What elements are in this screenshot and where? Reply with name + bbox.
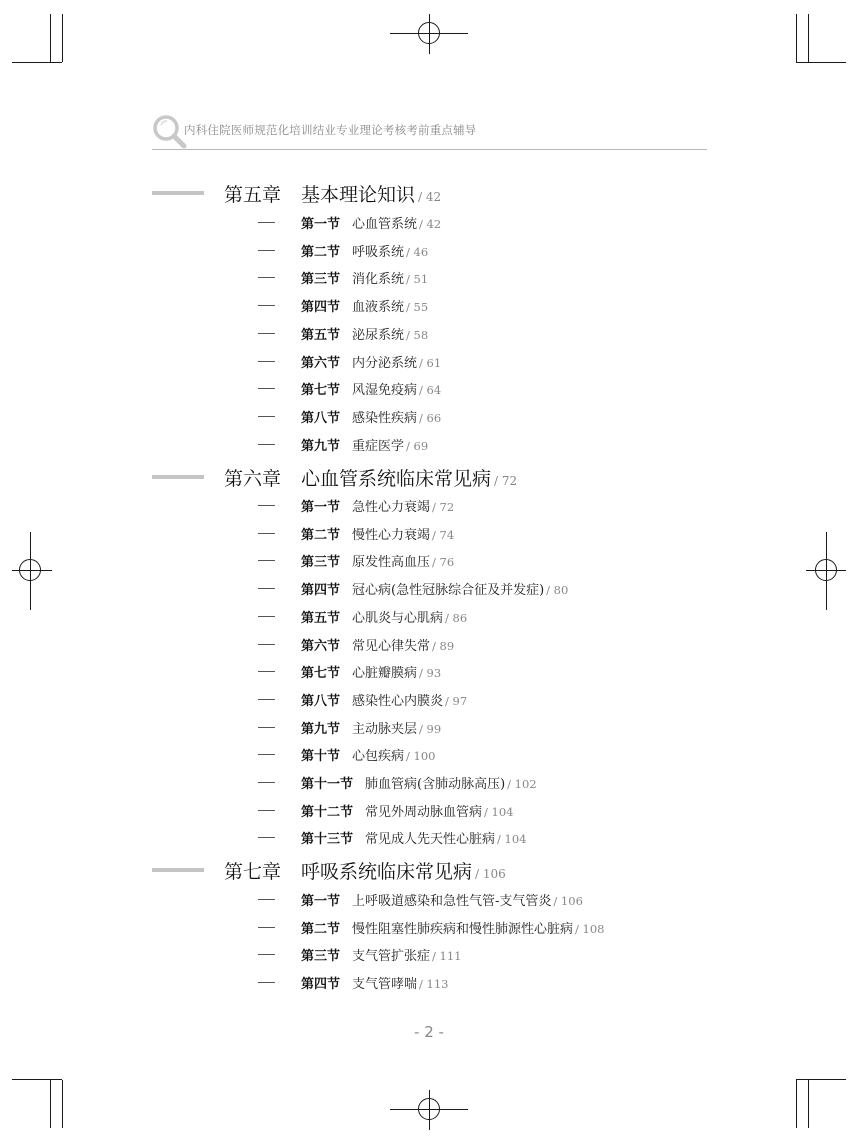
section-page: / 113: [419, 977, 449, 991]
section-page: / 76: [432, 555, 455, 569]
section-title: [352, 352, 441, 371]
chapter-heading[interactable]: [152, 857, 712, 883]
page-number: - 2 -: [414, 1023, 444, 1041]
toc-entry[interactable]: [258, 296, 678, 316]
leader-dash: [258, 899, 275, 900]
section-page: / 89: [432, 639, 455, 653]
leader-dash: [258, 222, 275, 223]
section-title: [352, 890, 583, 909]
toc-entry[interactable]: [258, 890, 678, 910]
toc-entry[interactable]: [258, 918, 678, 938]
toc-entry[interactable]: [258, 801, 678, 821]
section-title: [352, 324, 428, 343]
section-page: / 61: [419, 356, 442, 370]
toc-entry[interactable]: [258, 973, 678, 993]
toc-entry[interactable]: [258, 324, 678, 344]
section-page: / 46: [406, 245, 429, 259]
section-number: 第三节: [301, 949, 341, 964]
section-page: / 42: [419, 217, 442, 231]
section-number: 第六节: [301, 639, 341, 654]
section-title: [352, 745, 436, 764]
leader-dash: [258, 588, 275, 589]
section-title: [352, 379, 441, 398]
chapter-bar: [152, 475, 204, 479]
section-title: [365, 773, 537, 792]
leader-dash: [258, 361, 275, 362]
section-title-text: 常见心律失常: [352, 639, 431, 654]
toc-entry[interactable]: [258, 524, 678, 544]
section-title: [352, 496, 454, 515]
chapter-page: / 106: [475, 867, 506, 881]
leader-dash: [258, 533, 275, 534]
leader-dash: [258, 754, 275, 755]
section-number: 第五节: [301, 611, 341, 626]
section-title-text: 血液系统: [352, 300, 405, 315]
leader-dash: [258, 250, 275, 251]
section-title: [352, 407, 441, 426]
section-page: / 104: [497, 832, 527, 846]
section-page: / 102: [507, 777, 537, 791]
section-title-text: 急性心力衰竭: [352, 500, 431, 515]
toc-entry[interactable]: [258, 635, 678, 655]
section-page: / 51: [406, 272, 429, 286]
section-page: / 100: [406, 749, 436, 763]
section-title: [352, 296, 428, 315]
section-title-text: 原发性高血压: [352, 555, 431, 570]
section-number: 第十一节: [301, 777, 354, 792]
section-number: 第一节: [301, 894, 341, 909]
section-title-text: 主动脉夹层: [352, 722, 418, 737]
toc-entry[interactable]: [258, 607, 678, 627]
leader-dash: [258, 927, 275, 928]
section-page: / 99: [419, 722, 442, 736]
chapter-title: [301, 857, 506, 884]
section-title-text: 感染性心内膜炎: [352, 694, 444, 709]
section-number: 第二节: [301, 528, 341, 543]
section-number: 第九节: [301, 439, 341, 454]
section-page: / 106: [553, 894, 583, 908]
section-number: 第三节: [301, 555, 341, 570]
leader-dash: [258, 810, 275, 811]
leader-dash: [258, 982, 275, 983]
chapter-page: / 72: [494, 474, 518, 488]
header-title: 内科住院医师规范化培训结业专业理论考核考前重点辅导: [184, 123, 477, 137]
section-title: [352, 435, 428, 454]
section-title-text: 内分泌系统: [352, 356, 418, 371]
section-title: [352, 579, 568, 598]
chapter-page: / 42: [418, 190, 442, 204]
section-title-text: 感染性疾病: [352, 411, 418, 426]
section-page: / 55: [406, 300, 429, 314]
section-title-text: 冠心病(急性冠脉综合征及并发症): [352, 583, 545, 598]
running-header: [152, 112, 707, 152]
chapter-bar: [152, 191, 204, 195]
section-title: [365, 828, 527, 847]
section-number: 第八节: [301, 411, 341, 426]
section-number: 第七节: [301, 666, 341, 681]
toc-entry[interactable]: [258, 718, 678, 738]
chapter-title-text: 心血管系统临床常见病: [301, 468, 492, 490]
chapter-number: 第七章: [224, 861, 282, 883]
section-number: 第十二节: [301, 805, 354, 820]
section-page: / 64: [419, 383, 442, 397]
toc-entry[interactable]: [258, 379, 678, 399]
section-title-text: 消化系统: [352, 272, 405, 287]
section-number: 第二节: [301, 922, 341, 937]
section-page: / 80: [546, 583, 569, 597]
section-title-text: 呼吸系统: [352, 245, 405, 260]
section-title: [352, 918, 605, 937]
section-title: [352, 607, 467, 626]
section-number: 第十节: [301, 749, 341, 764]
section-title: [352, 945, 462, 964]
chapter-number: 第六章: [224, 468, 282, 490]
toc-entry[interactable]: [258, 945, 678, 965]
section-page: / 104: [484, 805, 514, 819]
section-title-text: 重症医学: [352, 439, 405, 454]
toc-entry[interactable]: [258, 241, 678, 261]
leader-dash: [258, 444, 275, 445]
section-page: / 72: [432, 500, 455, 514]
section-page: / 86: [445, 611, 468, 625]
leader-dash: [258, 616, 275, 617]
section-title: [352, 268, 428, 287]
toc-entry[interactable]: [258, 551, 678, 571]
section-title-text: 常见外周动脉血管病: [365, 805, 483, 820]
section-number: 第一节: [301, 500, 341, 515]
leader-dash: [258, 560, 275, 561]
leader-dash: [258, 388, 275, 389]
section-number: 第七节: [301, 383, 341, 398]
chapter-title-text: 基本理论知识: [301, 184, 416, 206]
header-rule: [152, 149, 707, 150]
section-page: / 108: [575, 922, 605, 936]
section-number: 第四节: [301, 977, 341, 992]
magnifier-icon: [152, 114, 188, 150]
leader-dash: [258, 699, 275, 700]
section-title: [352, 718, 441, 737]
section-page: / 111: [432, 949, 462, 963]
section-title-text: 泌尿系统: [352, 328, 405, 343]
section-title: [352, 973, 449, 992]
section-number: 第二节: [301, 245, 341, 260]
leader-dash: [258, 782, 275, 783]
toc-entry[interactable]: [258, 496, 678, 516]
section-title: [352, 690, 467, 709]
section-title-text: 心包疾病: [352, 749, 405, 764]
section-page: / 97: [445, 694, 468, 708]
section-number: 第十三节: [301, 832, 354, 847]
toc-entry[interactable]: [258, 213, 678, 233]
section-title-text: 支气管扩张症: [352, 949, 431, 964]
chapter-title-text: 呼吸系统临床常见病: [301, 861, 473, 883]
chapter-heading[interactable]: [152, 464, 712, 490]
section-number: 第六节: [301, 356, 341, 371]
section-number: 第八节: [301, 694, 341, 709]
section-title-text: 心血管系统: [352, 217, 418, 232]
leader-dash: [258, 333, 275, 334]
leader-dash: [258, 644, 275, 645]
toc-entry[interactable]: [258, 662, 678, 682]
leader-dash: [258, 277, 275, 278]
toc-entry[interactable]: [258, 828, 678, 848]
leader-dash: [258, 505, 275, 506]
section-title-text: 风湿免疫病: [352, 383, 418, 398]
toc-entry[interactable]: [258, 579, 678, 599]
toc-entry[interactable]: [258, 690, 678, 710]
section-title: [352, 635, 454, 654]
leader-dash: [258, 954, 275, 955]
leader-dash: [258, 305, 275, 306]
section-number: 第三节: [301, 272, 341, 287]
section-title: [365, 801, 514, 820]
section-title: [352, 524, 454, 543]
section-page: / 74: [432, 528, 455, 542]
chapter-title: [301, 464, 517, 491]
section-page: / 69: [406, 439, 429, 453]
section-title: [352, 241, 428, 260]
section-title: [352, 551, 454, 570]
section-title-text: 肺血管病(含肺动脉高压): [365, 777, 506, 792]
section-page: / 66: [419, 411, 442, 425]
section-page: / 93: [419, 666, 442, 680]
section-number: 第一节: [301, 217, 341, 232]
chapter-bar: [152, 868, 204, 872]
toc-entry[interactable]: [258, 773, 678, 793]
section-title: [352, 662, 441, 681]
section-number: 第四节: [301, 583, 341, 598]
leader-dash: [258, 671, 275, 672]
section-title-text: 支气管哮喘: [352, 977, 418, 992]
chapter-title: [301, 180, 441, 207]
section-title: [352, 213, 441, 232]
section-number: 第五节: [301, 328, 341, 343]
toc-entry[interactable]: [258, 352, 678, 372]
toc-entry[interactable]: [258, 745, 678, 765]
section-title-text: 常见成人先天性心脏病: [365, 832, 496, 847]
toc-entry[interactable]: [258, 268, 678, 288]
toc-entry[interactable]: [258, 407, 678, 427]
section-page: / 58: [406, 328, 429, 342]
section-number: 第四节: [301, 300, 341, 315]
section-title-text: 心肌炎与心肌病: [352, 611, 444, 626]
chapter-heading[interactable]: [152, 180, 712, 206]
leader-dash: [258, 416, 275, 417]
chapter-number: 第五章: [224, 184, 282, 206]
section-title-text: 心脏瓣膜病: [352, 666, 418, 681]
section-number: 第九节: [301, 722, 341, 737]
leader-dash: [258, 837, 275, 838]
leader-dash: [258, 727, 275, 728]
section-title-text: 慢性阻塞性肺疾病和慢性肺源性心脏病: [352, 922, 574, 937]
section-title-text: 慢性心力衰竭: [352, 528, 431, 543]
toc-entry[interactable]: [258, 435, 678, 455]
section-title-text: 上呼吸道感染和急性气管-支气管炎: [352, 894, 552, 909]
